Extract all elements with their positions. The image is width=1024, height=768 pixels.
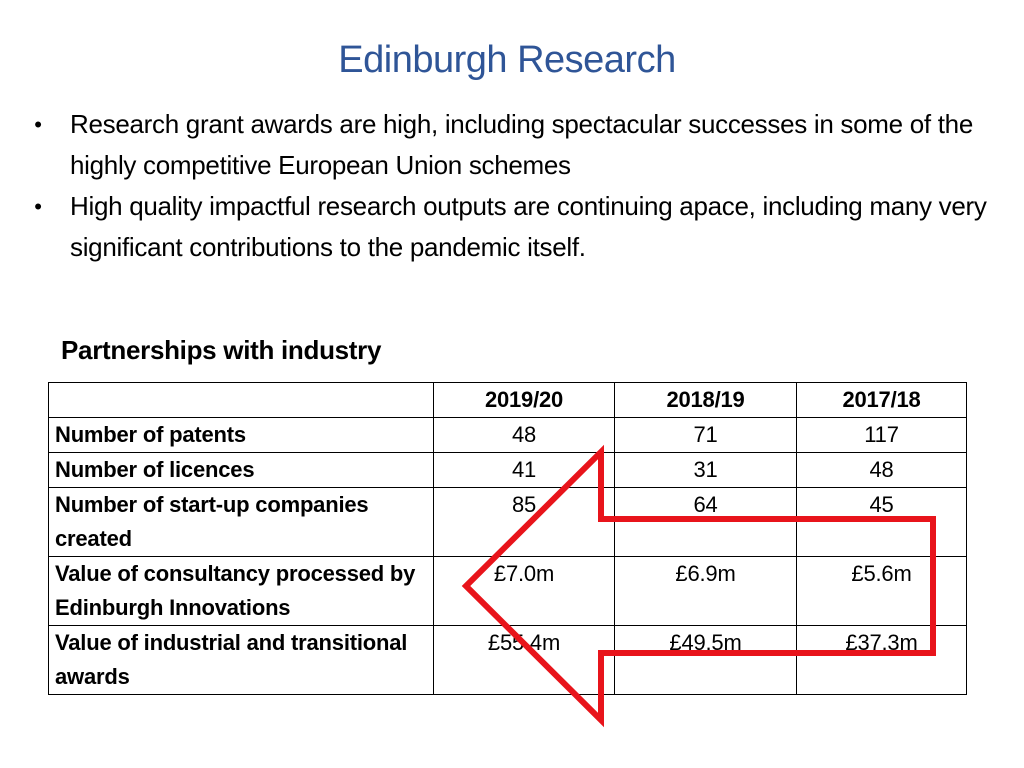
bullet-icon: • (34, 112, 42, 137)
bullet-list (28, 104, 988, 268)
table-cell: £55.4m (434, 626, 615, 695)
partnerships-table-container (48, 382, 966, 695)
table-cell: £6.9m (615, 557, 797, 626)
table-cell: 64 (615, 488, 797, 557)
slide-title: Edinburgh Research (338, 39, 676, 81)
bullet-icon: • (34, 194, 42, 219)
bullet-item (28, 186, 988, 268)
row-label: Number of patents (49, 418, 434, 453)
table-row (49, 626, 967, 695)
column-header: 2019/20 (434, 383, 615, 418)
table-cell: 71 (615, 418, 797, 453)
table-corner-cell (49, 383, 434, 418)
row-label: Number of licences (49, 453, 434, 488)
table-cell: 85 (434, 488, 615, 557)
section-heading: Partnerships with industry (61, 335, 382, 365)
table-row (49, 453, 967, 488)
partnerships-table (48, 382, 967, 695)
row-label: Value of industrial and transitional awards (49, 626, 434, 695)
table-cell: 41 (434, 453, 615, 488)
bullet-text: High quality impactful research outputs are continuing apace, including many very significant contributions to the pandemic itself. (70, 191, 987, 262)
table-cell: 45 (797, 488, 967, 557)
table-cell: 48 (797, 453, 967, 488)
table-cell: 117 (797, 418, 967, 453)
table-row (49, 488, 967, 557)
column-header: 2018/19 (615, 383, 797, 418)
table-cell: £49.5m (615, 626, 797, 695)
column-header: 2017/18 (797, 383, 967, 418)
bullet-text: Research grant awards are high, including spectacular successes in some of the highly competitive European Union schemes (70, 109, 973, 180)
table-cell: £37.3m (797, 626, 967, 695)
table-cell: £7.0m (434, 557, 615, 626)
table-row (49, 418, 967, 453)
table-cell: £5.6m (797, 557, 967, 626)
table-header-row (49, 383, 967, 418)
row-label: Value of consultancy processed by Edinburgh Innovations (49, 557, 434, 626)
table-cell: 48 (434, 418, 615, 453)
bullet-item (28, 104, 988, 186)
row-label: Number of start-up companies created (49, 488, 434, 557)
table-cell: 31 (615, 453, 797, 488)
table-row (49, 557, 967, 626)
